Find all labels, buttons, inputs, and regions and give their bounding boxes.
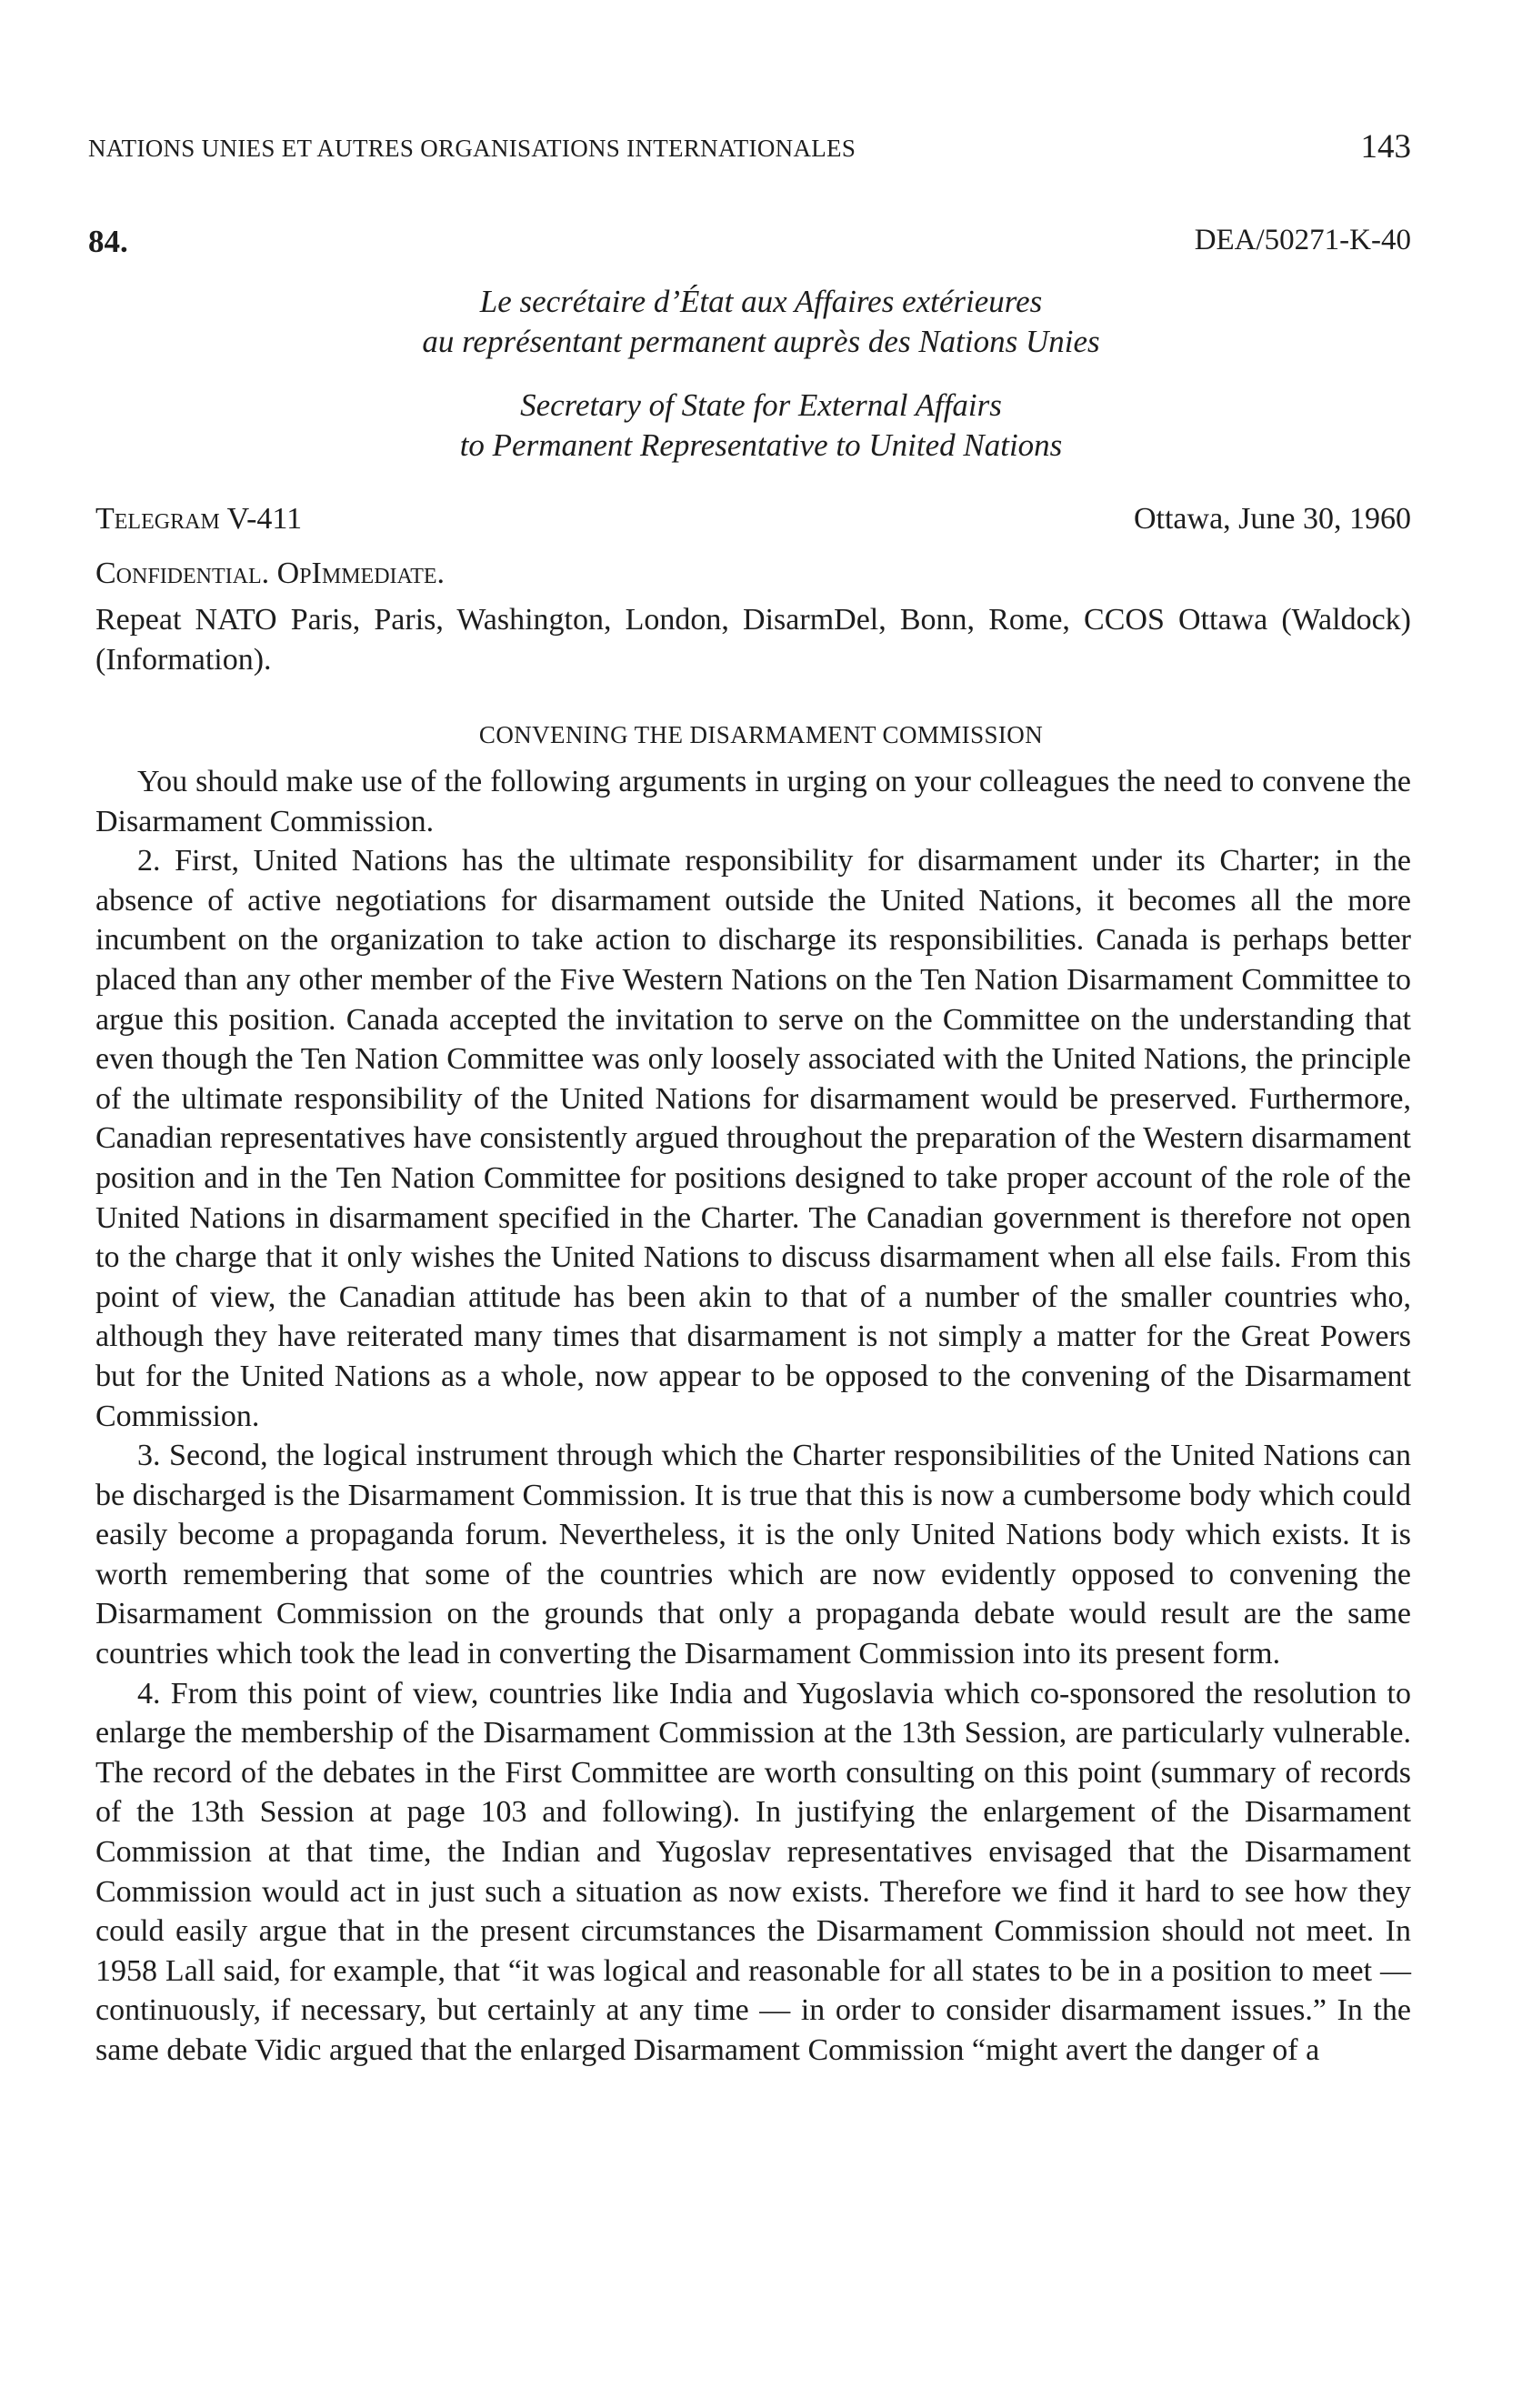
- running-header: NATIONS UNIES ET AUTRES ORGANISATIONS INTERNATIONALES: [88, 135, 856, 162]
- addressee-english: [0, 386, 1522, 466]
- addressee-english-line-2: to Permanent Representative to United Nations: [459, 427, 1063, 463]
- telegram-body: [95, 762, 1411, 2071]
- addressee-french: [0, 282, 1522, 362]
- paragraph-3: 3. Second, the logical instrument through which the Charter responsibilities of the United Nations can be discharged is the Disarmament Commission. It is true that this is now a cumbersome body which could easily become a propaganda forum. Nevertheless, it is the only United Nations body which exists. It is worth remembering that some of the countries which are now evidently opposed to convening the Disarmament Commission on the grounds that only a propaganda debate would result are the same countries which took the lead in converting the Disarmament Commission into its present form.: [95, 1439, 1411, 1671]
- document-number: 84.: [88, 224, 128, 259]
- document-reference: DEA/50271-K-40: [1194, 224, 1411, 256]
- subject-heading: CONVENING THE DISARMAMENT COMMISSION: [478, 721, 1044, 748]
- repeat-distribution: Repeat NATO Paris, Paris, Washington, London, DisarmDel, Bonn, Rome, CCOS Ottawa (Waldock) (Information).: [95, 603, 1411, 677]
- addressee-english-line-1: Secretary of State for External Affairs: [520, 387, 1002, 423]
- classification: Confidential. OpImmediate.: [95, 557, 446, 590]
- paragraph-1: You should make use of the following arguments in urging on your colleagues the need to convene the Disarmament Commission.: [95, 765, 1411, 838]
- addressee-french-line-2: au représentant permanent auprès des Nations Unies: [422, 324, 1100, 359]
- paragraph-2: 2. First, United Nations has the ultimate responsibility for disarmament under its Charter; in the absence of active negotiations for disarmament outside the United Nations, it becomes all the more incumbent on the organization to take action to discharge its responsibilities. Canada is perhaps better placed than any other member of the Five Western Nations on the Ten Nation Disarmament Committee to argue this position. Canada accepted the invitation to serve on the Committee on the understanding that even though the Ten Nation Committee was only loosely associated with the United Nations, the principle of the ultimate responsibility of the United Nations for disarmament would be preserved. Furthermore, Canadian representatives have consistently argued throughout the preparation of the Western disarmament position and in the Ten Nation Committee for positions designed to take proper account of the role of the United Nations in disarmament specified in the Charter. The Canadian government is therefore not open to the charge that it only wishes the United Nations to discuss disarmament when all else fails. From this point of view, the Canadian attitude has been akin to that of a number of the smaller countries who, although they have reiterated many times that disarmament is not simply a matter for the Great Powers but for the United Nations as a whole, now appear to be opposed to the convening of the Disarmament Commission.: [95, 844, 1411, 1433]
- dateline: Ottawa, June 30, 1960: [1133, 502, 1411, 536]
- addressee-french-line-1: Le secrétaire d’État aux Affaires extérieures: [479, 284, 1043, 319]
- paragraph-4: 4. From this point of view, countries like India and Yugoslavia which co-sponsored the resolution to enlarge the membership of the Disarmament Commission at the 13th Session, are particularly vulnerable. The record of the debates in the First Committee are worth consulting on this point (summary of records of the 13th Session at page 103 and following). In justifying the enlargement of the Disarmament Commission at that time, the Indian and Yugoslav representatives envisaged that the Disarmament Commission would act in just such a situation as now exists. Therefore we find it hard to see how they could easily argue that in the present circumstances the Disarmament Commission should not meet. In 1958 Lall said, for example, that “it was logical and reasonable for all states to be in a position to meet — continuously, if necessary, but certainly at any time — in order to consider disarmament issues.” In the same debate Vidic argued that the enlarged Disarmament Commission “might avert the danger of a: [95, 1676, 1411, 2067]
- page-number: 143: [1360, 128, 1411, 166]
- telegram-number: Telegram V-411: [95, 502, 303, 536]
